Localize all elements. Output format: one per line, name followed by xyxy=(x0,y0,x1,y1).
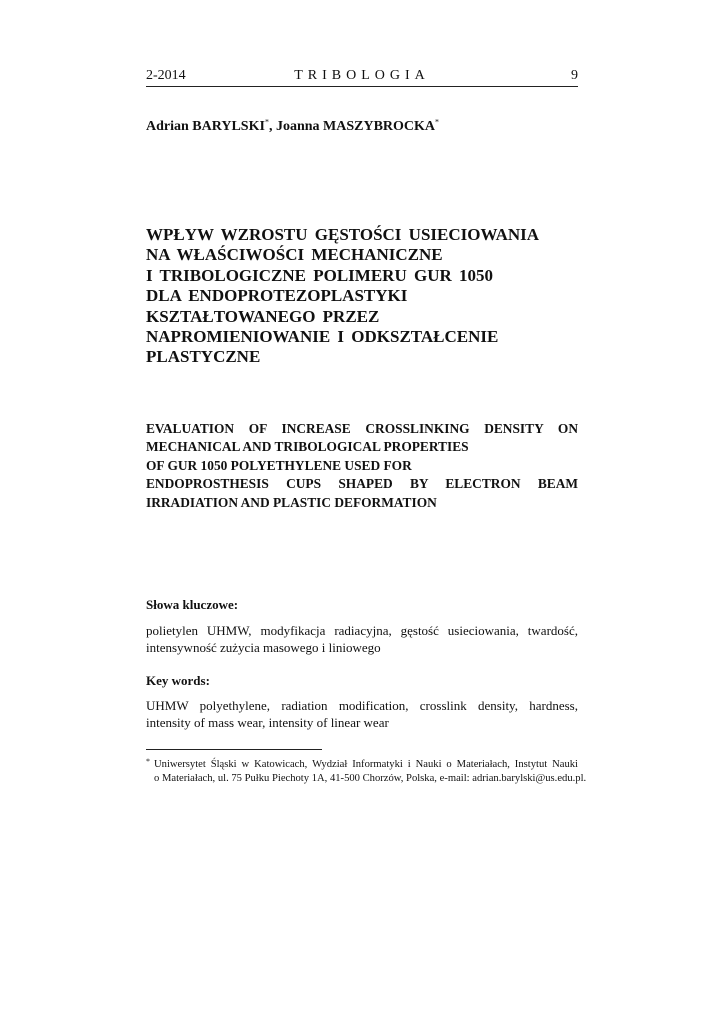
title-line: I TRIBOLOGICZNE POLIMERU GUR 1050 xyxy=(146,265,494,285)
title-english xyxy=(146,420,578,512)
page-number: 9 xyxy=(571,68,578,83)
keywords-line: intensity of mass wear, intensity of linear wear xyxy=(146,715,389,730)
title-line: NAPROMIENIOWANIE I ODKSZTAŁCENIE xyxy=(146,327,499,347)
title-line: WPŁYW WZROSTU GĘSTOŚCI USIECIOWANIA xyxy=(146,225,540,244)
title-line: ENDOPROSTHESIS CUPS SHAPED BY ELECTRON BEAM xyxy=(146,476,578,492)
author-name: Adrian BARYLSKI xyxy=(146,119,265,134)
affiliation-mark: * xyxy=(435,117,440,127)
title-line: EVALUATION OF INCREASE CROSSLINKING DENSITY ON xyxy=(146,421,578,436)
keywords-line: polietylen UHMW, modyfikacja radiacyjna, gęstość usieciowania, twardość, xyxy=(146,623,578,638)
footnote-line: Uniwersytet Śląski w Katowicach, Wydział Informatyki i Nauki o Materiałach, Instytut Nauki xyxy=(154,759,578,770)
keywords-heading-polish: Słowa kluczowe: xyxy=(146,597,239,612)
title-line: MECHANICAL AND TRIBOLOGICAL PROPERTIES xyxy=(146,439,469,455)
issue-number: 2-2014 xyxy=(146,68,186,83)
affiliation-mark: * xyxy=(264,117,269,127)
keywords-heading-english: Key words: xyxy=(146,673,210,688)
title-line: DLA ENDOPROTEZOPLASTYKI xyxy=(146,286,408,306)
author-line xyxy=(146,119,439,135)
keywords-english xyxy=(146,697,578,731)
footnote-divider xyxy=(146,749,322,750)
affiliation-footnote xyxy=(146,757,587,786)
title-line: PLASTYCZNE xyxy=(146,347,261,367)
title-line: IRRADIATION AND PLASTIC DEFORMATION xyxy=(146,494,437,510)
footnote-line: o Materiałach, ul. 75 Pułku Piechoty 1A, 41-500 Chorzów, Polska, e-mail: adrian.barylski@us.edu.pl. xyxy=(154,773,587,784)
title-line: NA WŁAŚCIWOŚCI MECHANICZNE xyxy=(146,245,443,265)
running-header xyxy=(146,66,578,87)
footnote-mark: * xyxy=(146,757,150,766)
title-line: OF GUR 1050 POLYETHYLENE USED FOR xyxy=(146,457,412,473)
keywords-polish xyxy=(146,622,578,656)
author-separator: , xyxy=(268,119,276,134)
keywords-line: UHMW polyethylene, radiation modification, crosslink density, hardness, xyxy=(146,698,578,713)
author-name: Joanna MASZYBROCKA xyxy=(275,119,436,134)
keywords-line: intensywność zużycia masowego i liniowego xyxy=(146,640,381,655)
title-line: KSZTAŁTOWANEGO PRZEZ xyxy=(146,306,380,326)
title-polish xyxy=(146,225,578,368)
journal-name: TRIBOLOGIA xyxy=(294,68,430,83)
